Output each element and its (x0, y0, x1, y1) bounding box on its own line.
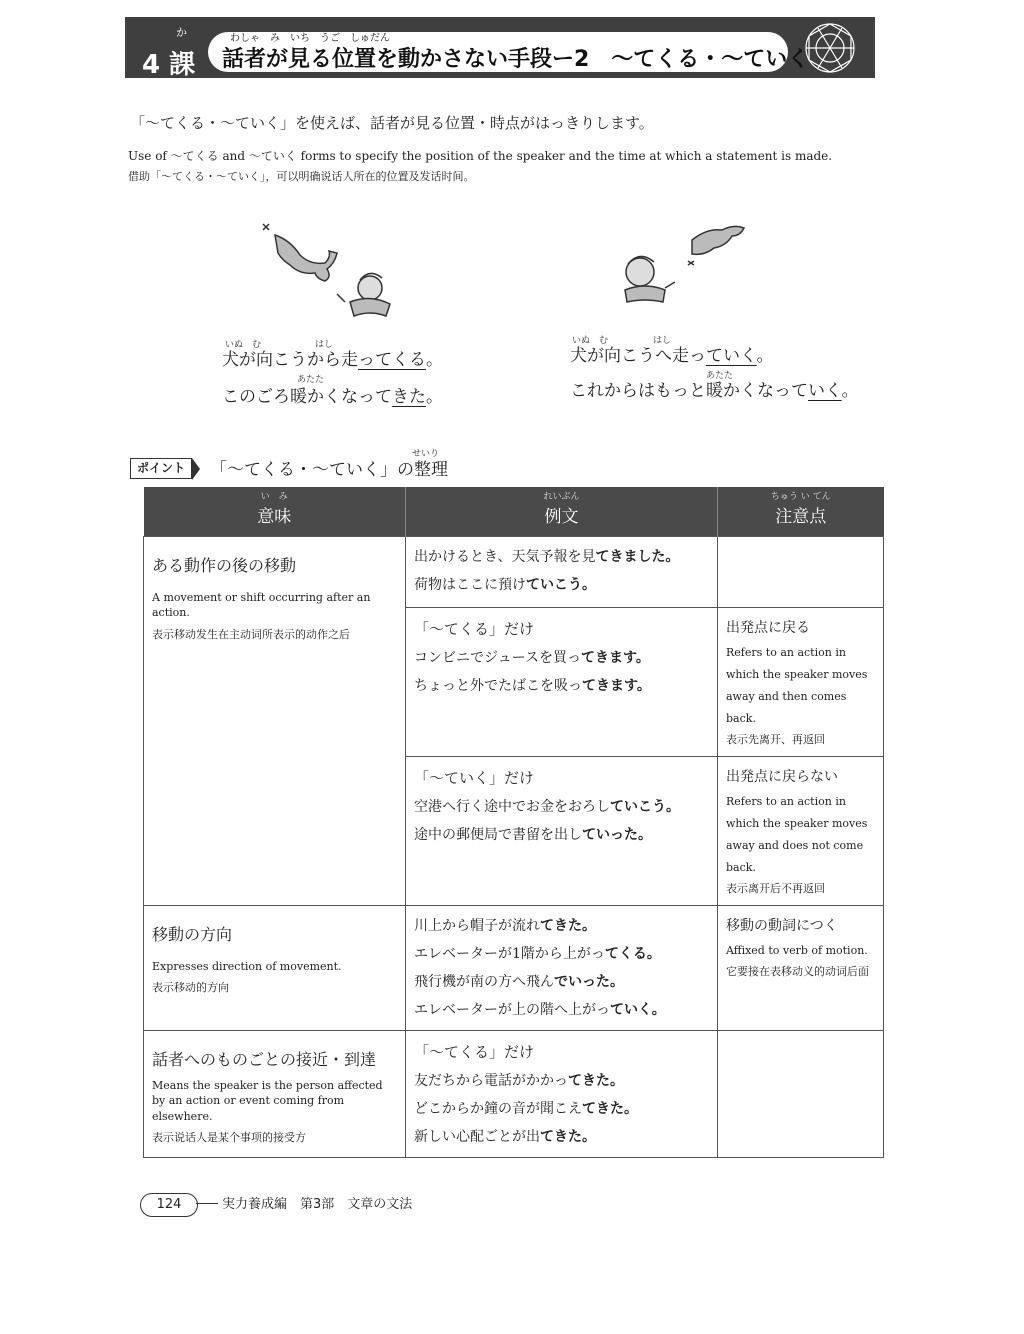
lesson-number: 4 課 (142, 50, 196, 80)
example-sentence (414, 672, 709, 700)
example-sentence (414, 1067, 709, 1095)
example-cell (406, 906, 718, 1031)
example-bold: ていこう。 (526, 577, 596, 593)
example-cell (406, 757, 718, 906)
example-bold: てきます。 (581, 650, 650, 666)
example-right-2-end: 。 (841, 381, 859, 401)
example-cell (406, 1031, 718, 1158)
header-meaning (144, 487, 406, 537)
geometric-pattern-icon (790, 20, 870, 76)
example-text: 途中の郵便局で書留を出し (414, 827, 582, 843)
footer-section-title: 実力養成編 第3部 文章の文法 (222, 1197, 413, 1212)
lesson-ruby: か (176, 26, 187, 39)
example-cell (406, 537, 718, 608)
sub-heading: 「〜てくる」だけ (414, 620, 535, 638)
example-text: 新しい心配ごとが出 (414, 1129, 540, 1145)
note-chinese: 表示离开后不再返回 (726, 882, 825, 895)
notes-cell (718, 537, 884, 608)
example-text: 荷物はここに預け (414, 577, 526, 593)
example-bold: てきます。 (582, 678, 651, 694)
example-left-2-text: このごろ暖かくなって (222, 387, 392, 407)
meaning-english: A movement or shift occurring after an action. (152, 591, 371, 620)
note-chinese: 表示先离开、再返回 (726, 733, 825, 746)
note-title: 出発点に戻る (726, 620, 810, 636)
example-bold: てくる。 (604, 946, 661, 962)
meaning-cell-1 (144, 537, 406, 906)
header-notes (718, 487, 884, 537)
table-header-row (144, 487, 884, 537)
intro-english: Use of 〜てくる and 〜ていく forms to specify the position of the speaker and the time at which a statement is made. (128, 149, 833, 163)
header-meaning-ruby: い み (260, 492, 288, 502)
example-sentence (414, 940, 709, 968)
header-notes-ruby: ちゅう い てん (770, 492, 831, 502)
note-title: 出発点に戻らない (726, 769, 838, 785)
meaning-title: 話者へのものごとの接近・到達 (152, 1050, 377, 1069)
example-cell (406, 608, 718, 757)
example-right-1-end: 。 (756, 346, 774, 366)
example-text: エレベーターが1階から上がっ (414, 946, 605, 962)
page-number: 124 (140, 1193, 198, 1217)
example-right-1-text: 犬が向こうへ走っ (570, 346, 706, 366)
example-text: コンビニでジュースを買っ (414, 650, 582, 666)
example-sentence (414, 821, 709, 849)
meaning-title: 移動の方向 (152, 925, 233, 944)
note-title: 移動の動詞につく (726, 918, 838, 934)
page-number-line (196, 1203, 218, 1204)
notes-cell (718, 906, 884, 1031)
example-right-2-text: これからはもっと暖かくなって (570, 381, 808, 401)
example-sentence (414, 1123, 709, 1151)
notes-cell (718, 757, 884, 906)
example-text: 川上から帽子が流れ (414, 918, 540, 934)
meaning-title: ある動作の後の移動 (152, 556, 297, 575)
dog-coming-illustration (245, 210, 415, 330)
header-example-ruby: れいぶん (543, 492, 580, 502)
header-notes-label: 注意点 (775, 506, 827, 527)
point-title: 「〜てくる・〜ていく」の整理 (210, 460, 448, 480)
example-bold: ていく。 (610, 1002, 666, 1018)
header-meaning-label: 意味 (257, 506, 292, 527)
example-bold: でいった。 (554, 974, 624, 990)
example-text: 空港へ行く途中でお金をおろし (414, 799, 610, 815)
intro-chinese: 借助「〜てくる・〜ていく」，可以明确说话人所在的位置及发话时间。 (128, 170, 475, 183)
example-text: エレベーターが上の階へ上がっ (414, 1002, 610, 1018)
table-row (144, 537, 884, 608)
header-example-label: 例文 (544, 506, 579, 527)
example-left-1-ruby: いぬ む はし (225, 340, 334, 350)
intro-japanese: 「〜てくる・〜ていく」を使えば、話者が見る位置・時点がはっきりします。 (130, 114, 654, 132)
example-right-2-ruby: あたた (706, 371, 734, 381)
example-right-2 (570, 376, 859, 401)
point-tag: ポイント (130, 458, 192, 479)
example-left-2-underlined: きた (392, 387, 426, 407)
grammar-table (143, 487, 884, 1158)
example-bold: ていこう。 (610, 799, 680, 815)
example-left-2-end: 。 (426, 387, 443, 407)
example-left-2 (222, 382, 443, 407)
example-text: 友だちから電話がかかっ (414, 1073, 568, 1089)
example-sentence (414, 793, 709, 821)
meaning-chinese: 表示移动的方向 (152, 981, 229, 995)
page-title: 話者が見る位置を動かさない手段ー2 〜てくる・〜ていく (222, 47, 810, 72)
dog-going-illustration (600, 210, 770, 330)
example-left-1-underlined: ってくる (358, 350, 426, 370)
header-example (406, 487, 718, 537)
example-sentence (414, 571, 709, 599)
example-sentence (414, 968, 709, 996)
example-sentence (414, 644, 709, 672)
example-text: 飛行機が南の方へ飛ん (414, 974, 554, 990)
example-bold: てきました。 (595, 549, 680, 565)
example-left-1 (222, 345, 443, 370)
meaning-cell-2 (144, 906, 406, 1031)
meaning-english: Means the speaker is the person affected by an action or event coming from elsewhere. (152, 1079, 383, 1123)
example-text: 出かけるとき、天気予報を見 (414, 549, 596, 565)
notes-cell (718, 608, 884, 757)
example-bold: てきた。 (582, 1101, 638, 1117)
example-sentence (414, 1095, 709, 1123)
example-right-1 (570, 341, 774, 366)
example-bold: ていった。 (582, 827, 652, 843)
example-right-1-ruby: いぬ む はし (572, 336, 672, 346)
example-bold: てきた。 (540, 918, 596, 934)
example-right-2-underlined: いく (808, 381, 842, 401)
note-english: Refers to an action in which the speaker moves away and then comes back. (726, 646, 868, 725)
example-left-1-text: 犬が向こうから走 (222, 350, 358, 370)
table-row (144, 1031, 884, 1158)
example-text: どこからか鐘の音が聞こえ (414, 1101, 582, 1117)
meaning-english: Expresses direction of movement. (152, 960, 342, 973)
example-left-2-ruby: あたた (297, 375, 325, 385)
sub-heading: 「〜てくる」だけ (414, 1043, 535, 1061)
notes-cell (718, 1031, 884, 1158)
meaning-chinese: 表示说话人是某个事项的接受方 (152, 1131, 306, 1145)
example-text: ちょっと外でたばこを吸っ (414, 678, 582, 694)
example-sentence (414, 996, 709, 1024)
example-sentence (414, 912, 709, 940)
example-bold: てきた。 (568, 1073, 624, 1089)
sub-heading: 「〜ていく」だけ (414, 769, 535, 787)
example-right-1-underlined: ていく (706, 346, 757, 366)
title-ruby: わしゃ み いち うご しゅだん (230, 33, 390, 44)
meaning-cell-3 (144, 1031, 406, 1158)
meaning-chinese: 表示移动发生在主动词所表示的动作之后 (152, 627, 350, 641)
note-english: Affixed to verb of motion. (726, 944, 868, 957)
note-chinese: 它要接在表移动义的动词后面 (726, 965, 869, 978)
example-sentence (414, 543, 709, 571)
point-title-ruby: せいり (412, 449, 440, 459)
table-row (144, 906, 884, 1031)
example-left-1-end: 。 (426, 350, 443, 370)
note-english: Refers to an action in which the speaker moves away and does not come back. (726, 795, 868, 874)
example-bold: てきた。 (540, 1129, 596, 1145)
